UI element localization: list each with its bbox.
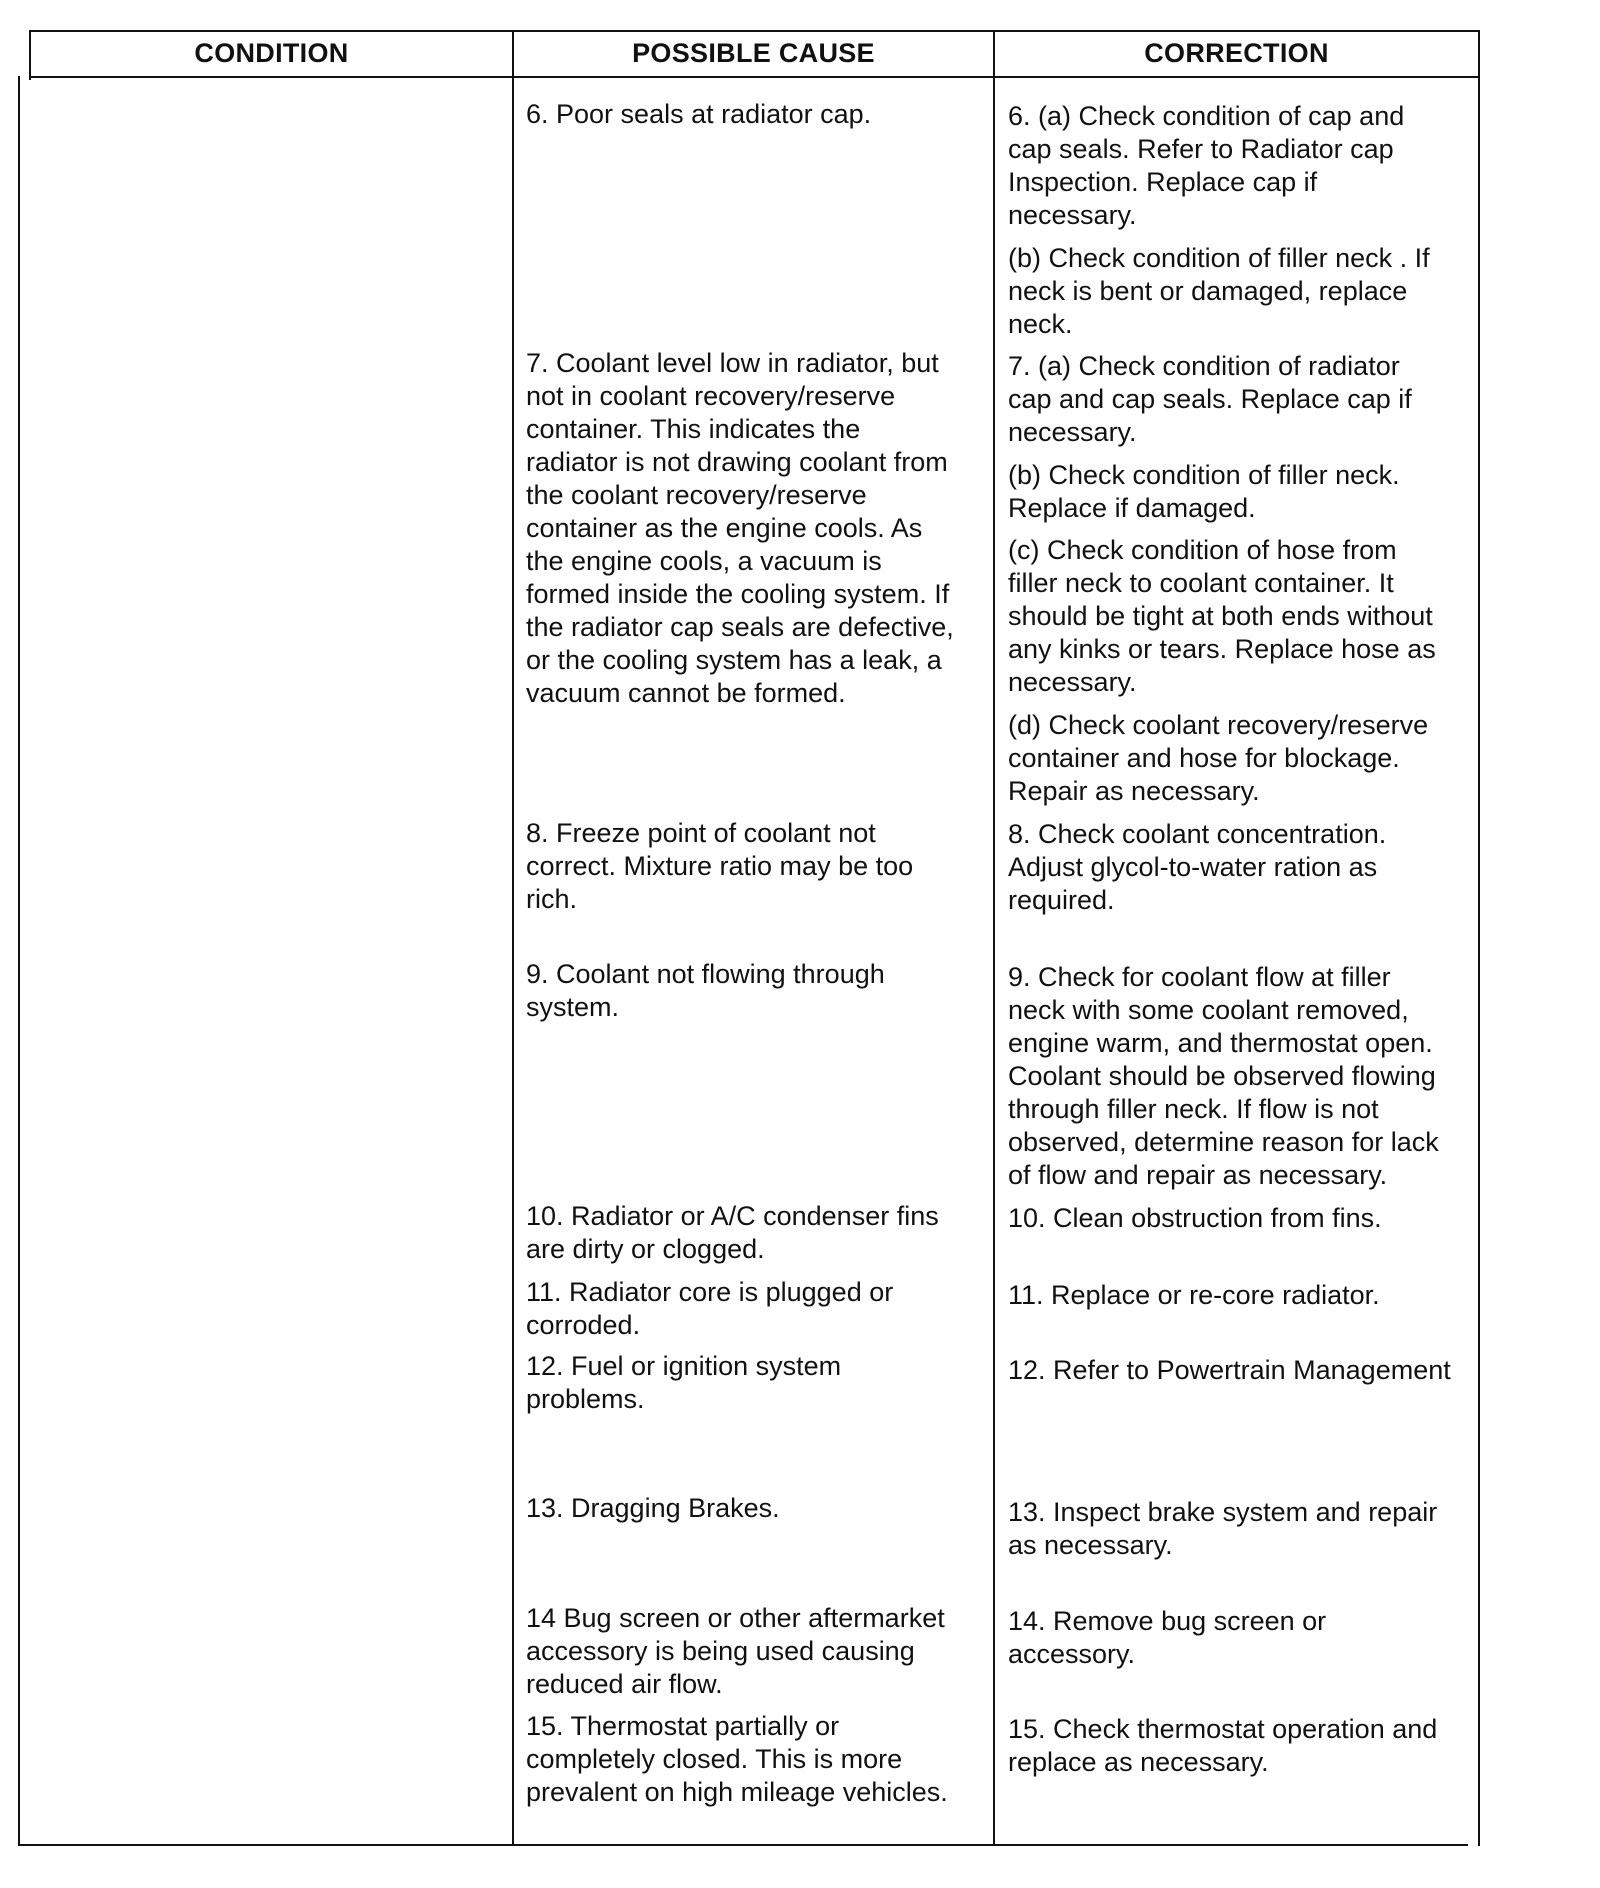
correction-6a: 6. (a) Check condition of cap and cap seals. Refer to Radiator cap Inspection. Replace cap if necessary.	[1008, 101, 1405, 230]
cause-12: 12. Fuel or ignition system problems.	[526, 1351, 842, 1414]
header-bottom-border	[30, 76, 1480, 78]
column-divider-correction	[993, 30, 995, 1846]
cause-6: 6. Poor seals at radiator cap.	[526, 99, 872, 129]
correction-6b: (b) Check condition of filler neck . If neck is bent or damaged, replace neck.	[1008, 243, 1430, 339]
header-correction: CORRECTION	[1144, 37, 1329, 68]
header-possible-cause: POSSIBLE CAUSE	[632, 37, 875, 68]
correction-15: 15. Check thermostat operation and replace as necessary.	[1008, 1714, 1438, 1777]
correction-8: 8. Check coolant concentration. Adjust glycol-to-water ration as required.	[1008, 819, 1387, 915]
cause-15: 15. Thermostat partially or completely closed. This is more prevalent on high mileage vehicles.	[526, 1711, 948, 1807]
cause-14: 14 Bug screen or other aftermarket accessory is being used causing reduced air flow.	[526, 1603, 945, 1699]
cause-11: 11. Radiator core is plugged or corroded.	[526, 1277, 894, 1340]
column-divider-cause	[512, 30, 514, 1846]
cause-13: 13. Dragging Brakes.	[526, 1493, 780, 1523]
correction-7a: 7. (a) Check condition of radiator cap and cap seals. Replace cap if necessary.	[1008, 351, 1412, 447]
correction-12: 12. Refer to Powertrain Management	[1008, 1355, 1451, 1385]
correction-7b: (b) Check condition of filler neck. Replace if damaged.	[1008, 460, 1400, 523]
cause-8: 8. Freeze point of coolant not correct. Mixture ratio may be too rich.	[526, 818, 914, 914]
table-bottom-border	[18, 1844, 1468, 1846]
correction-13: 13. Inspect brake system and repair as necessary.	[1008, 1497, 1438, 1560]
table-left-border-lower	[18, 76, 20, 1846]
header-condition: CONDITION	[194, 37, 349, 68]
correction-9: 9. Check for coolant flow at filler neck with some coolant removed, engine warm, and thermostat open. Coolant should be observed flowing through filler neck. If flow is not observed, determine reason for lack of flow and repair as necessary.	[1008, 962, 1439, 1190]
correction-7d: (d) Check coolant recovery/reserve container and hose for blockage. Repair as necessary.	[1008, 710, 1429, 806]
cause-7: 7. Coolant level low in radiator, but not in coolant recovery/reserve container. This indicates the radiator is not drawing coolant from the coolant recovery/reserve container as the engine cools. As the engine cools, a vacuum is formed inside the cooling system. If the radiator cap seals are defective, or the cooling system has a leak, a vacuum cannot be formed.	[526, 348, 954, 708]
table-right-border	[1478, 30, 1480, 1846]
cause-9: 9. Coolant not flowing through system.	[526, 959, 885, 1022]
correction-11: 11. Replace or re-core radiator.	[1008, 1280, 1380, 1310]
correction-10: 10. Clean obstruction from fins.	[1008, 1203, 1382, 1233]
correction-14: 14. Remove bug screen or accessory.	[1008, 1606, 1327, 1669]
cause-10: 10. Radiator or A/C condenser fins are dirty or clogged.	[526, 1201, 939, 1264]
correction-7c: (c) Check condition of hose from filler neck to coolant container. It should be tight at both ends without any kinks or tears. Replace hose as necessary.	[1008, 535, 1436, 697]
